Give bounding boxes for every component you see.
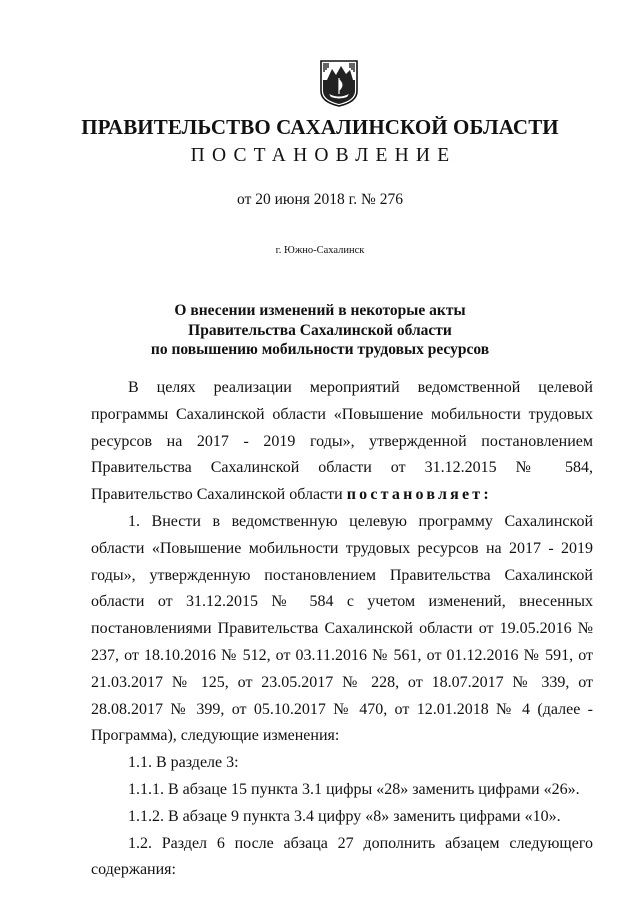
paragraph-1-1: 1.1. В разделе 3:	[128, 754, 239, 772]
resolves-keyword: постановляет:	[346, 486, 492, 504]
sakhalin-coat-of-arms-emblem	[318, 58, 360, 108]
paragraph-1: 1. Внести в ведомственную целевую программу Сахалинской области «Повышение мобильности трудовых ресурсов на 2017 - 2019 годы», утвержденную постановлением Правительства Сахалинской области от 31.12.2015 № 584 с учетом изменений, внесенных постановлениями Правительства Сахалинской области от 19.05.2016 № 237, от 18.10.2016 № 512, от 03.11.2016 № 561, от 01.12.2016 № 591, от 21.03.2017 № 125, от 23.05.2017 № 228, от 18.07.2017 № 339, от 28.08.2017 № 399, от 05.10.2017 № 470, от 12.01.2018 № 4 (далее - Программа), следующие изменения:	[91, 512, 593, 745]
paragraph-1-1-1: 1.1.1. В абзаце 15 пункта 3.1 цифры «28» заменить цифрами «26».	[128, 780, 580, 798]
subject-line: по повышению мобильности трудовых ресурсов	[150, 341, 490, 358]
paragraph-1-2: 1.2. Раздел 6 после абзаца 27 дополнить абзацем следующего содержания:	[91, 834, 593, 879]
subject-line: Правительства Сахалинской области	[188, 321, 452, 339]
subject-line: О внесении изменений в некоторые акты	[174, 302, 466, 319]
document-type: ПОСТАНОВЛЕНИЕ	[190, 145, 457, 166]
document-subject	[0, 301, 640, 360]
document-date-number: от 20 июня 2018 г. № 276	[237, 191, 403, 208]
preamble-text: В целях реализации мероприятий ведомственной целевой программы Сахалинской области «Повышение мобильности трудовых ресурсов на 2017 - 2019 годы», утвержденной постановлением Правительства Сахалинской области от 31.12.2015 № 584, Правительство Сахалинской области	[91, 379, 593, 504]
government-title: ПРАВИТЕЛЬСТВО САХАЛИНСКОЙ ОБЛАСТИ	[81, 115, 559, 139]
preamble-paragraph	[91, 375, 593, 509]
city-name: г. Южно-Сахалинск	[275, 245, 365, 256]
paragraph-1-1-2: 1.1.2. В абзаце 9 пункта 3.4 цифру «8» заменить цифрами «10».	[128, 807, 561, 825]
document-body	[91, 375, 593, 884]
